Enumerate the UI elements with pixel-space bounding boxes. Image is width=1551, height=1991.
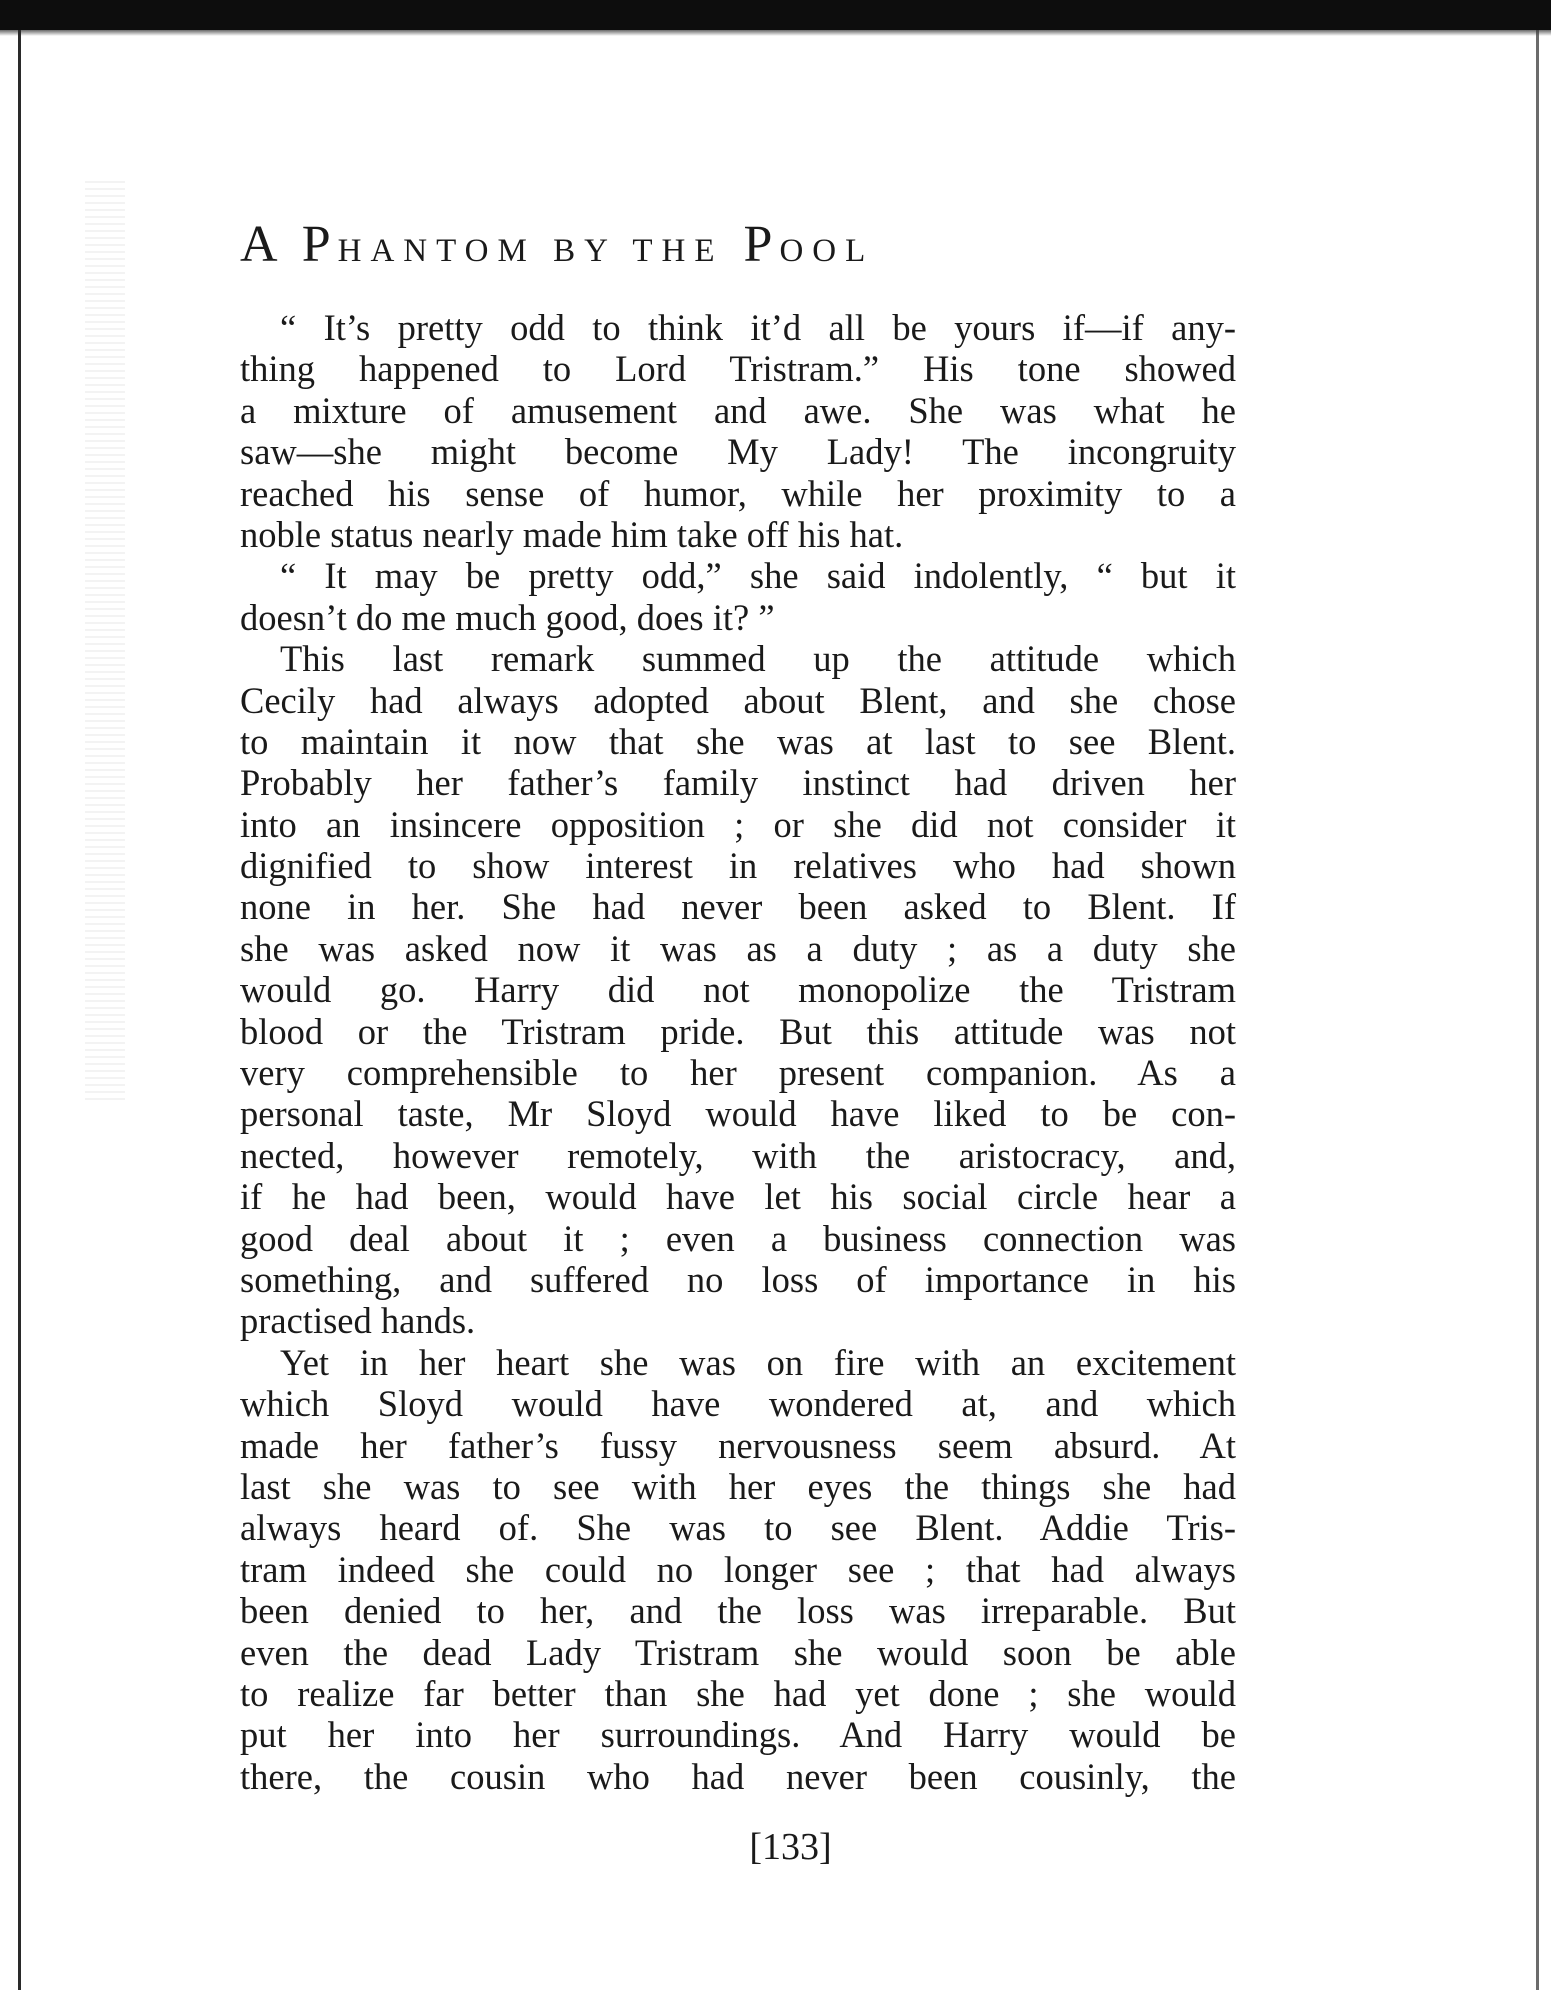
text-line: This last remark summed up the attitude which [280,638,1236,680]
text-line: nected, however remotely, with the aristocracy, and, [240,1134,1236,1176]
text-line: doesn’t do me much good, does it? ” [240,596,775,638]
text-line: if he had been, would have let his social circle hear a [240,1176,1236,1218]
running-head [240,215,1320,274]
running-head-p1: P [301,216,338,273]
page-number: [133] [749,1826,832,1868]
scan-left-edge [18,30,21,1990]
text-line: a mixture of amusement and awe. She was what he [240,389,1236,431]
text-line: noble status nearly made him take off his hat. [240,513,904,555]
text-line: very comprehensible to her present companion. As a [240,1052,1236,1094]
text-line: Probably her father’s family instinct had driven her [240,762,1236,804]
text-line: been denied to her, and the loss was irreparable. But [240,1590,1236,1632]
text-line: none in her. She had never been asked to Blent. If [240,886,1236,928]
text-line: blood or the Tristram pride. But this attitude was not [240,1010,1236,1052]
text-line: good deal about it ; even a business connection was [240,1217,1236,1259]
running-head-a: A [240,216,282,273]
text-line: into an insincere opposition ; or she did not consider it [240,803,1236,845]
text-line: there, the cousin who had never been cousinly, the [240,1755,1236,1797]
text-line: thing happened to Lord Tristram.” His tone showed [240,348,1236,390]
text-line: always heard of. She was to see Blent. Addie Tris- [240,1507,1236,1549]
text-line: Yet in her heart she was on fire with an excitement [280,1341,1236,1383]
text-line: practised hands. [240,1300,476,1342]
text-line: which Sloyd would have wondered at, and which [240,1383,1236,1425]
running-head-rest2: OOL [779,233,875,269]
running-head-p2: P [743,216,780,273]
body-text [240,307,1236,1797]
text-line: she was asked now it was as a duty ; as a duty she [240,927,1236,969]
text-line: put her into her surroundings. And Harry would be [240,1714,1236,1756]
text-line: Cecily had always adopted about Blent, and she chose [240,679,1236,721]
text-line: tram indeed she could no longer see ; that had always [240,1548,1236,1590]
text-line: would go. Harry did not monopolize the Tristram [240,969,1236,1011]
text-line: saw—she might become My Lady! The incongruity [240,431,1236,473]
text-line: made her father’s fussy nervousness seem absurd. At [240,1424,1236,1466]
running-head-rest1: HANTOM BY THE [337,233,724,269]
text-line: reached his sense of humor, while her proximity to a [240,472,1236,514]
text-line: personal taste, Mr Sloyd would have liked to be con- [240,1093,1236,1135]
text-line: to realize far better than she had yet done ; she would [240,1672,1236,1714]
scan-right-edge [1536,30,1539,1990]
scan-bleed-through [85,180,125,1100]
text-line: last she was to see with her eyes the things she had [240,1465,1236,1507]
text-line: to maintain it now that she was at last to see Blent. [240,720,1236,762]
scan-top-shadow [0,30,1551,36]
text-line: dignified to show interest in relatives who had shown [240,845,1236,887]
text-line: even the dead Lady Tristram she would soon be able [240,1631,1236,1673]
scan-top-border [0,0,1551,30]
text-line: “ It’s pretty odd to think it’d all be yours if—if any- [280,307,1236,348]
text-line: “ It may be pretty odd,” she said indolently, “ but it [280,555,1236,597]
text-line: something, and suffered no loss of importance in his [240,1258,1236,1300]
